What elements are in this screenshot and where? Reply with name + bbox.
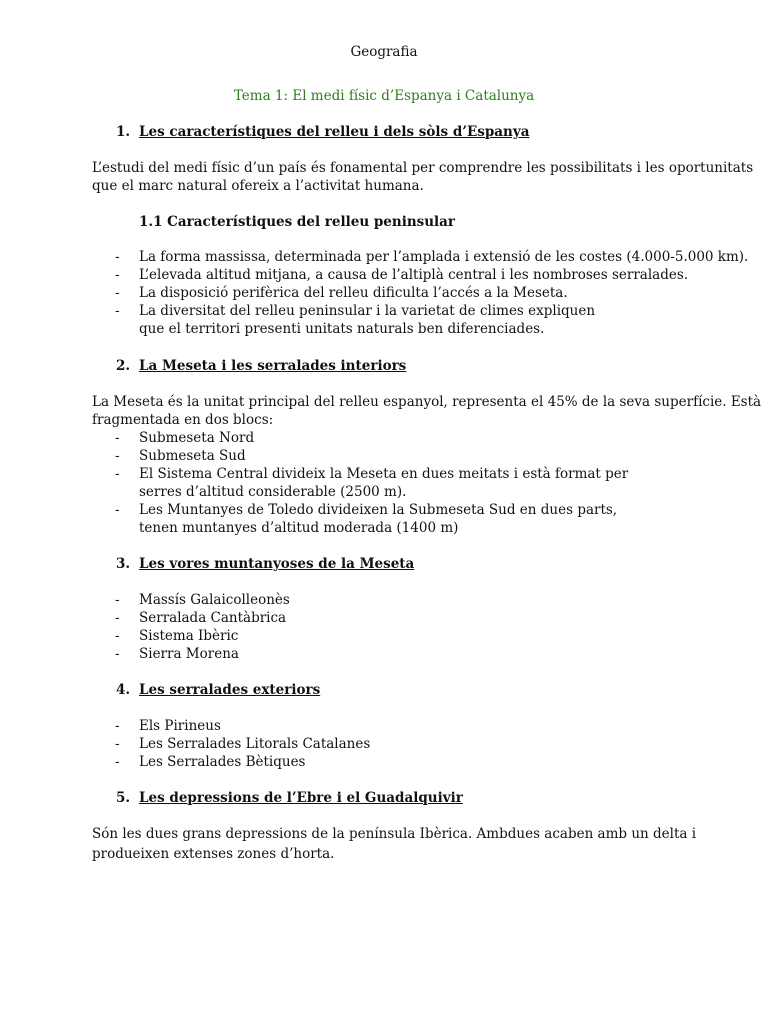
- list-item: Submeseta Nord: [139, 430, 255, 446]
- section-5-number: 5.: [116, 790, 131, 806]
- section-1-title: Les característiques del relleu i dels sòls d’Espanya: [139, 124, 530, 140]
- list-item: Les Serralades Litorals Catalanes: [139, 736, 371, 752]
- list-item: La disposició perifèrica del relleu dificulta l’accés a la Meseta.: [139, 285, 568, 301]
- bullet-dash: -: [115, 718, 120, 734]
- list-item-continuation: que el territori presenti unitats naturals ben diferenciades.: [139, 321, 545, 337]
- bullet-dash: -: [115, 466, 120, 482]
- list-item: Massís Galaicolleonès: [139, 592, 290, 608]
- bullet-dash: -: [115, 592, 120, 608]
- document-topic-title: Tema 1: El medi físic d’Espanya i Catalunya: [233, 88, 535, 104]
- list-item: Sierra Morena: [139, 646, 239, 662]
- list-item: Les Serralades Bètiques: [139, 754, 306, 770]
- section-5-paragraph-line: produeixen extenses zones d’horta.: [92, 846, 335, 862]
- bullet-dash: -: [115, 502, 120, 518]
- bullet-dash: -: [115, 754, 120, 770]
- list-item: Submeseta Sud: [139, 448, 246, 464]
- section-5-title: Les depressions de l’Ebre i el Guadalquivir: [139, 790, 463, 806]
- section-3-title: Les vores muntanyoses de la Meseta: [139, 556, 415, 572]
- bullet-dash: -: [115, 736, 120, 752]
- section-2-number: 2.: [116, 358, 131, 374]
- subsection-1-1-title: 1.1 Característiques del relleu peninsular: [139, 214, 456, 230]
- list-item: L’elevada altitud mitjana, a causa de l’altiplà central i les nombroses serralades.: [139, 267, 689, 283]
- bullet-dash: -: [115, 646, 120, 662]
- bullet-dash: -: [115, 303, 120, 319]
- list-item: La forma massissa, determinada per l’amplada i extensió de les costes (4.000-5.000 km).: [139, 249, 749, 265]
- list-item: Sistema Ibèric: [139, 628, 239, 644]
- section-1-paragraph-line: L’estudi del medi físic d’un país és fonamental per comprendre les possibilitats i les oportunitats: [92, 160, 754, 176]
- list-item: Els Pirineus: [139, 718, 221, 734]
- bullet-dash: -: [115, 285, 120, 301]
- bullet-dash: -: [115, 610, 120, 626]
- section-1-number: 1.: [116, 124, 131, 140]
- bullet-dash: -: [115, 430, 120, 446]
- list-item: La diversitat del relleu peninsular i la varietat de climes expliquen: [139, 303, 596, 319]
- section-5-paragraph-line: Són les dues grans depressions de la península Ibèrica. Ambdues acaben amb un delta i: [92, 826, 697, 842]
- bullet-dash: -: [115, 448, 120, 464]
- section-1-paragraph-line: que el marc natural ofereix a l’activitat humana.: [92, 178, 424, 194]
- list-item-continuation: tenen muntanyes d’altitud moderada (1400 m): [139, 520, 459, 536]
- section-2-paragraph-line: fragmentada en dos blocs:: [92, 412, 274, 428]
- section-4-number: 4.: [116, 682, 131, 698]
- section-3-number: 3.: [116, 556, 131, 572]
- list-item: Serralada Cantàbrica: [139, 610, 287, 626]
- list-item-continuation: serres d’altitud considerable (2500 m).: [139, 484, 407, 500]
- list-item: El Sistema Central divideix la Meseta en dues meitats i està format per: [139, 466, 629, 482]
- bullet-dash: -: [115, 267, 120, 283]
- document-subject: Geografia: [350, 44, 418, 60]
- bullet-dash: -: [115, 628, 120, 644]
- section-4-title: Les serralades exteriors: [139, 682, 321, 698]
- section-2-title: La Meseta i les serralades interiors: [139, 358, 407, 374]
- section-2-paragraph-line: La Meseta és la unitat principal del relleu espanyol, representa el 45% de la seva superfície. Està: [92, 394, 762, 410]
- bullet-dash: -: [115, 249, 120, 265]
- list-item: Les Muntanyes de Toledo divideixen la Submeseta Sud en dues parts,: [139, 502, 618, 518]
